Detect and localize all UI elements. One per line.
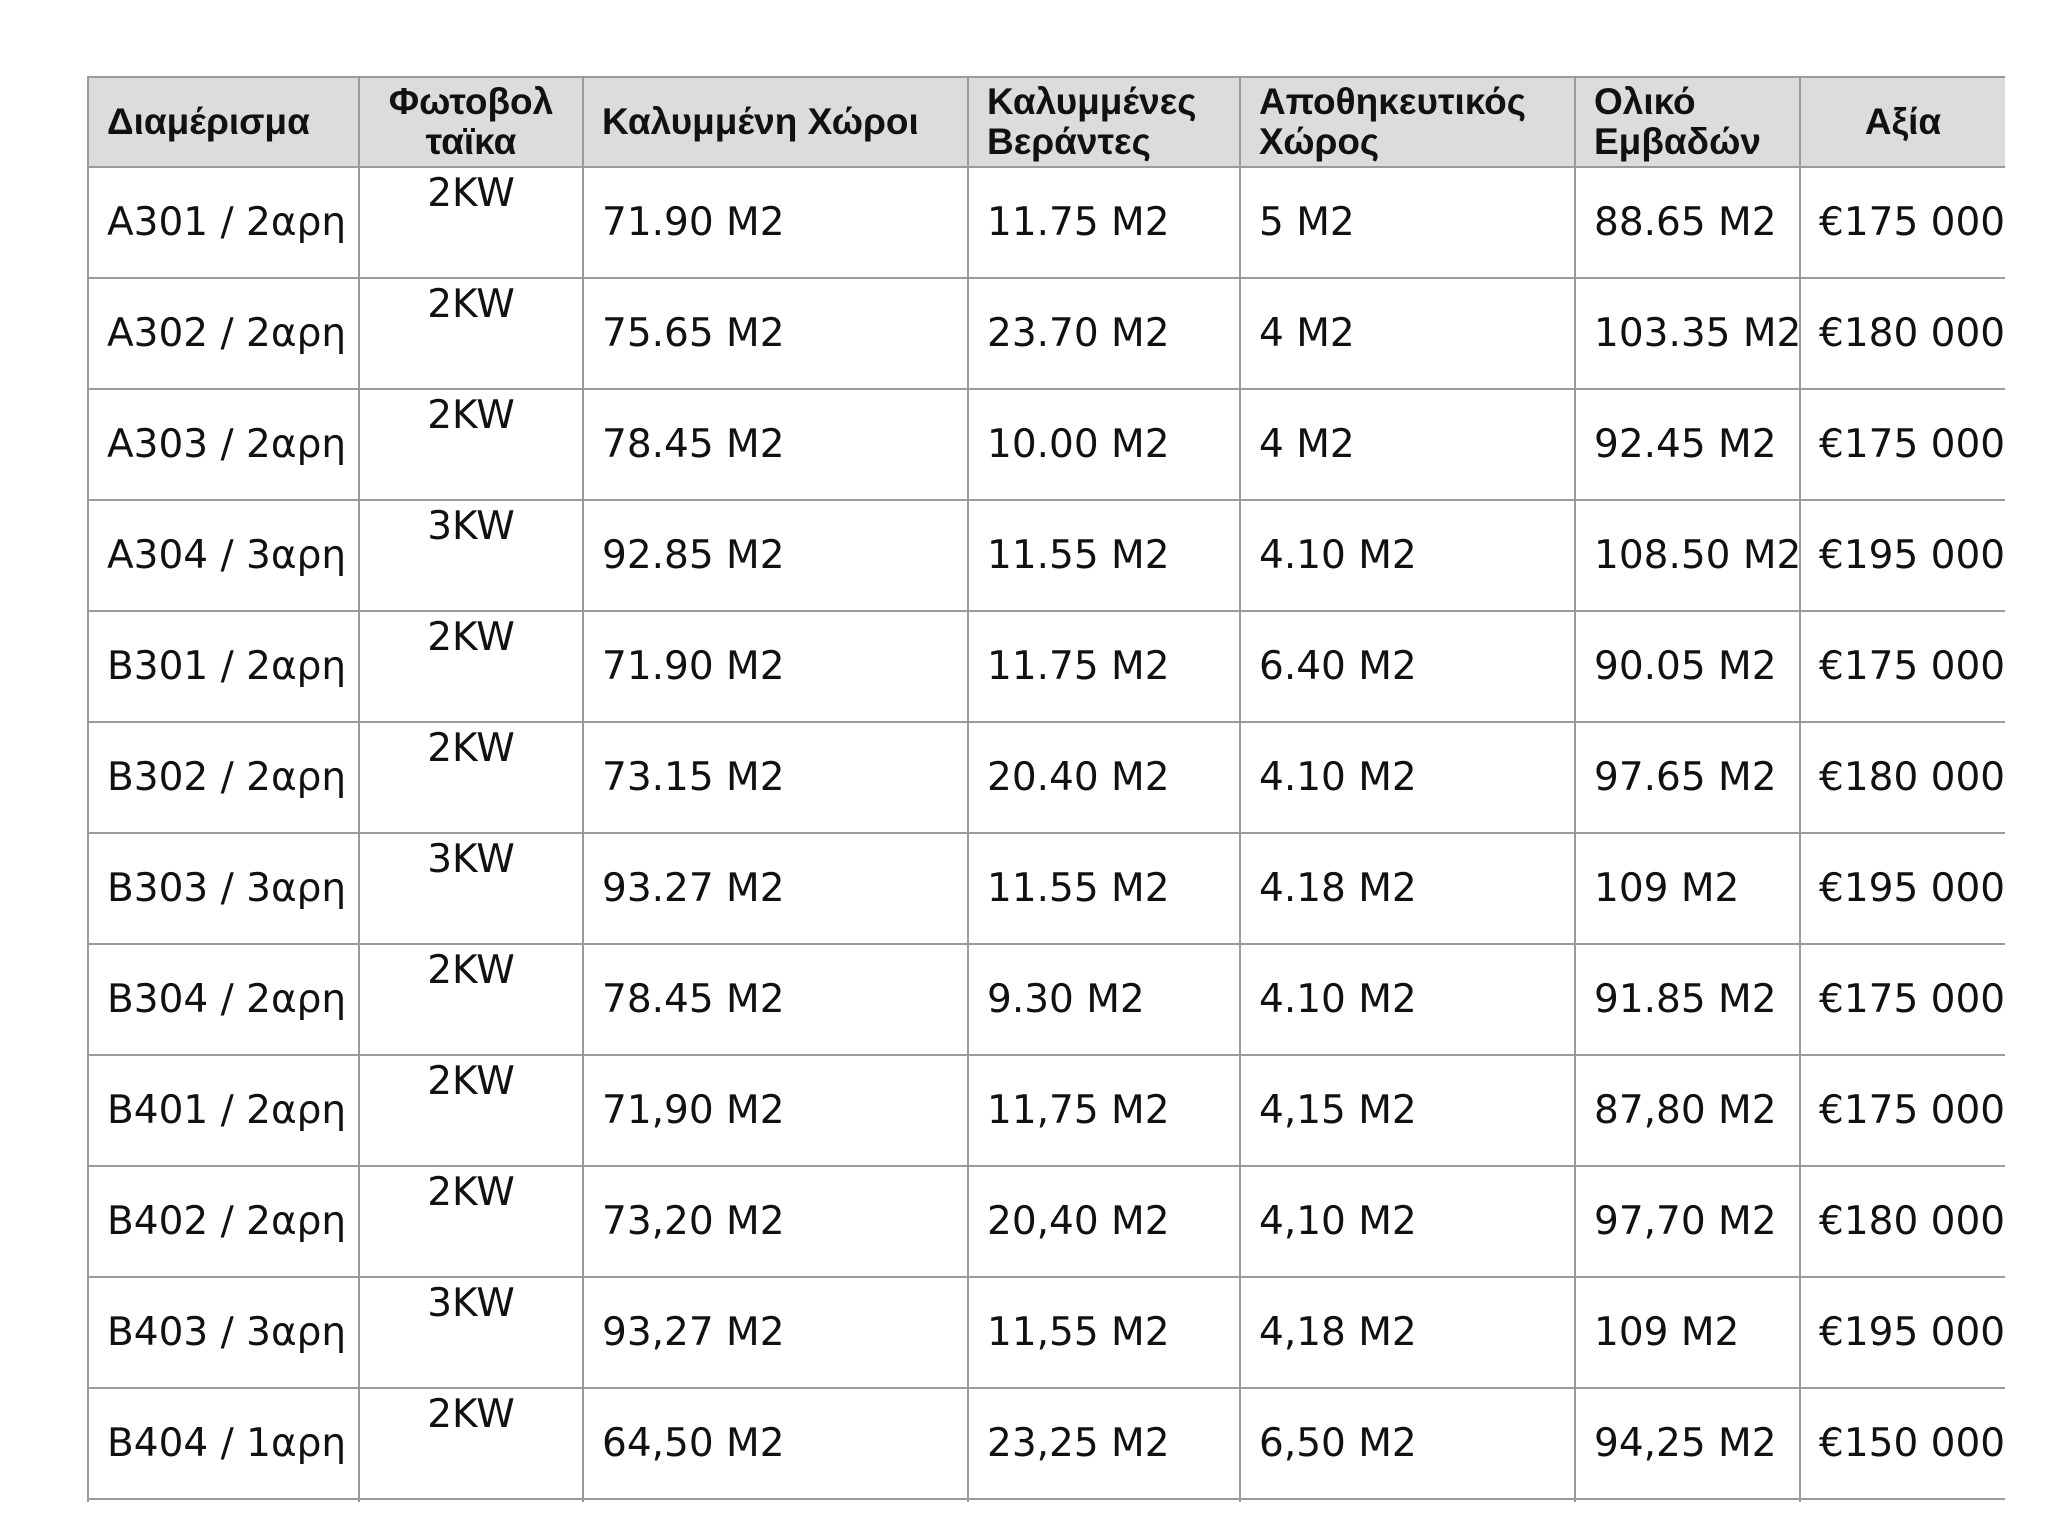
- cell-covered-verandas: 23,25 M2: [968, 1388, 1240, 1499]
- cell-covered-verandas: 23.70 M2: [968, 278, 1240, 389]
- cell-value: €180 000: [1800, 722, 2005, 833]
- cell-total-area: 109 M2: [1575, 1277, 1800, 1388]
- table-row: [88, 500, 2005, 611]
- cell-covered-area: 73,20 M2: [583, 1166, 968, 1277]
- cell-total-area: 92.45 M2: [1575, 389, 1800, 500]
- header-photovoltaic: Φωτοβολ ταϊκα: [359, 77, 583, 167]
- cell-photovoltaic: 3KW: [359, 500, 583, 611]
- cell-photovoltaic: 2KW: [359, 167, 583, 278]
- table-row: [88, 278, 2005, 389]
- cell-storage: 4,15 M2: [1240, 1055, 1575, 1166]
- cell-value: €175 000: [1800, 1055, 2005, 1166]
- cell-value: €195 000: [1800, 500, 2005, 611]
- cell-photovoltaic: 2KW: [359, 722, 583, 833]
- cell-storage: 4.10 M2: [1240, 944, 1575, 1055]
- cell-storage: 4 M2: [1240, 389, 1575, 500]
- cell-storage: 4.18 M2: [1240, 833, 1575, 944]
- cell-covered-verandas: 11.55 M2: [968, 500, 1240, 611]
- cell-value: €180 000: [1800, 1166, 2005, 1277]
- table-row: [88, 611, 2005, 722]
- cell-apartment: B402 / 2αρη: [88, 1166, 359, 1277]
- cell-apartment: B401 / 2αρη: [88, 1055, 359, 1166]
- cell-covered-area: 75.65 M2: [583, 278, 968, 389]
- table-cell-empty: [359, 1499, 583, 1502]
- table-cell-empty: [1575, 1499, 1800, 1502]
- cell-covered-area: 73.15 M2: [583, 722, 968, 833]
- cell-storage: 5 M2: [1240, 167, 1575, 278]
- cell-photovoltaic: 2KW: [359, 278, 583, 389]
- cell-covered-area: 93.27 M2: [583, 833, 968, 944]
- cell-covered-area: 71.90 M2: [583, 611, 968, 722]
- header-total-area: Ολικό Εμβαδών: [1575, 77, 1800, 167]
- cell-apartment: B302 / 2αρη: [88, 722, 359, 833]
- cell-value: €175 000: [1800, 167, 2005, 278]
- table-row-empty: [88, 1499, 2005, 1502]
- cell-total-area: 103.35 M2: [1575, 278, 1800, 389]
- table-cell-empty: [1240, 1499, 1575, 1502]
- cell-total-area: 108.50 M2: [1575, 500, 1800, 611]
- cell-covered-verandas: 11.55 M2: [968, 833, 1240, 944]
- cell-value: €175 000: [1800, 389, 2005, 500]
- cell-value: €150 000: [1800, 1388, 2005, 1499]
- cell-storage: 4.10 M2: [1240, 500, 1575, 611]
- cell-storage: 4 M2: [1240, 278, 1575, 389]
- cell-apartment: B301 / 2αρη: [88, 611, 359, 722]
- apartments-table: [87, 76, 2005, 1502]
- cell-covered-verandas: 11,75 M2: [968, 1055, 1240, 1166]
- cell-covered-area: 93,27 M2: [583, 1277, 968, 1388]
- table-row: [88, 1388, 2005, 1499]
- header-covered-verandas: Καλυμμένες Βεράντες: [968, 77, 1240, 167]
- table-row: [88, 1166, 2005, 1277]
- cell-covered-area: 78.45 M2: [583, 389, 968, 500]
- table-row: [88, 389, 2005, 500]
- table-row: [88, 1277, 2005, 1388]
- cell-covered-verandas: 10.00 M2: [968, 389, 1240, 500]
- cell-storage: 6.40 M2: [1240, 611, 1575, 722]
- header-covered-area: Καλυμμένη Χώροι: [583, 77, 968, 167]
- cell-apartment: B304 / 2αρη: [88, 944, 359, 1055]
- header-value: Αξία: [1800, 77, 2005, 167]
- cell-apartment: B403 / 3αρη: [88, 1277, 359, 1388]
- cell-value: €195 000: [1800, 833, 2005, 944]
- cell-storage: 4.10 M2: [1240, 722, 1575, 833]
- table-row: [88, 722, 2005, 833]
- cell-photovoltaic: 2KW: [359, 944, 583, 1055]
- cell-total-area: 97.65 M2: [1575, 722, 1800, 833]
- cell-covered-verandas: 11.75 M2: [968, 167, 1240, 278]
- cell-value: €175 000: [1800, 944, 2005, 1055]
- cell-covered-verandas: 20,40 M2: [968, 1166, 1240, 1277]
- cell-value: €180 000: [1800, 278, 2005, 389]
- cell-apartment: A303 / 2αρη: [88, 389, 359, 500]
- table-row: [88, 833, 2005, 944]
- cell-covered-verandas: 9.30 M2: [968, 944, 1240, 1055]
- cell-covered-area: 64,50 M2: [583, 1388, 968, 1499]
- cell-apartment: B303 / 3αρη: [88, 833, 359, 944]
- header-storage-room: Αποθηκευτικός Χώρος: [1240, 77, 1575, 167]
- cell-total-area: 88.65 M2: [1575, 167, 1800, 278]
- table-cell-empty: [88, 1499, 359, 1502]
- cell-photovoltaic: 3KW: [359, 833, 583, 944]
- cell-covered-area: 71.90 M2: [583, 167, 968, 278]
- cell-total-area: 97,70 M2: [1575, 1166, 1800, 1277]
- cell-covered-area: 92.85 M2: [583, 500, 968, 611]
- cell-value: €195 000: [1800, 1277, 2005, 1388]
- cell-total-area: 87,80 M2: [1575, 1055, 1800, 1166]
- cell-covered-area: 78.45 M2: [583, 944, 968, 1055]
- table-row: [88, 167, 2005, 278]
- cell-total-area: 109 M2: [1575, 833, 1800, 944]
- table-header-row: [88, 77, 2005, 167]
- cell-apartment: A302 / 2αρη: [88, 278, 359, 389]
- cell-value: €175 000: [1800, 611, 2005, 722]
- cell-photovoltaic: 2KW: [359, 1166, 583, 1277]
- cell-covered-verandas: 11.75 M2: [968, 611, 1240, 722]
- cell-covered-verandas: 11,55 M2: [968, 1277, 1240, 1388]
- cell-photovoltaic: 2KW: [359, 1055, 583, 1166]
- table-cell-empty: [583, 1499, 968, 1502]
- cell-photovoltaic: 3KW: [359, 1277, 583, 1388]
- cell-apartment: B404 / 1αρη: [88, 1388, 359, 1499]
- apartments-table-container: [87, 76, 2005, 1502]
- cell-total-area: 90.05 M2: [1575, 611, 1800, 722]
- cell-photovoltaic: 2KW: [359, 1388, 583, 1499]
- table-body: [88, 167, 2005, 1502]
- cell-apartment: A304 / 3αρη: [88, 500, 359, 611]
- header-apartment: Διαμέρισμα: [88, 77, 359, 167]
- cell-storage: 4,18 M2: [1240, 1277, 1575, 1388]
- cell-total-area: 94,25 M2: [1575, 1388, 1800, 1499]
- cell-apartment: A301 / 2αρη: [88, 167, 359, 278]
- cell-photovoltaic: 2KW: [359, 611, 583, 722]
- cell-covered-verandas: 20.40 M2: [968, 722, 1240, 833]
- cell-storage: 4,10 M2: [1240, 1166, 1575, 1277]
- cell-photovoltaic: 2KW: [359, 389, 583, 500]
- table-row: [88, 1055, 2005, 1166]
- table-cell-empty: [1800, 1499, 2005, 1502]
- table-row: [88, 944, 2005, 1055]
- cell-covered-area: 71,90 M2: [583, 1055, 968, 1166]
- cell-storage: 6,50 M2: [1240, 1388, 1575, 1499]
- table-cell-empty: [968, 1499, 1240, 1502]
- cell-total-area: 91.85 M2: [1575, 944, 1800, 1055]
